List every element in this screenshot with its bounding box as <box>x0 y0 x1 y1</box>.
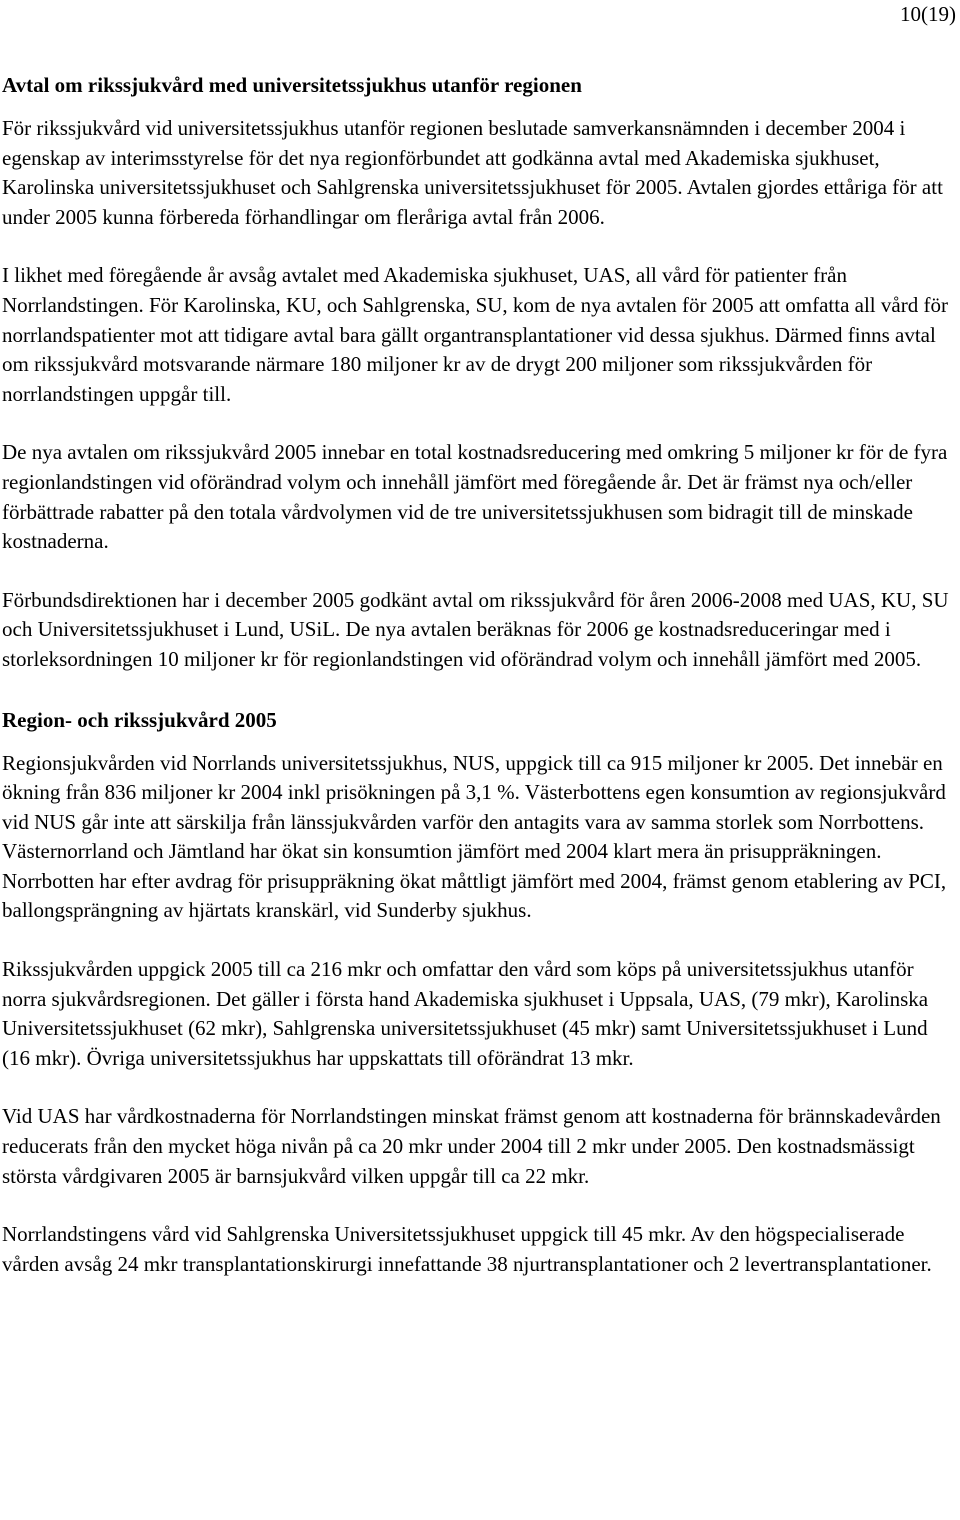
paragraph: Rikssjukvården uppgick 2005 till ca 216 mkr och omfattar den vård som köps på universitetssjukhus utanför norra sjukvårdsregionen. Det gäller i första hand Akademiska sjukhuset i Uppsala, UAS, (79 mkr), Karolinska Universitetssjukhuset (62 mkr), Sahlgrenska universitetssjukhuset (45 mkr) samt Universitetssjukhuset i Lund (16 mkr). Övriga universitetssjukhus har uppskattats till oförändrat 13 mkr. <box>2 957 929 1070</box>
paragraph: För rikssjukvård vid universitetssjukhus utanför regionen beslutade samverkansnämnden i december 2004 i egenskap av interimsstyrelse för det nya regionförbundet att godkänna avtal med Akademiska sjukhuset, Karolinska universitetssjukhuset och Sahlgrenska universitetssjukhuset för 2005. Avtalen gjordes ettåriga för att under 2005 kunna förbereda förhandlingar om fleråriga avtal från 2006. <box>2 116 943 229</box>
paragraph: Förbundsdirektionen har i december 2005 godkänt avtal om rikssjukvård för åren 2006-2008 med UAS, KU, SU och Universitetssjukhuset i Lund, USiL. De nya avtalen beräknas för 2006 ge kostnadsreduceringar med i storleksordningen 10 miljoner kr för regionlandstingen vid oförändrad volym och innehåll jämfört med 2005. <box>2 587 949 671</box>
document-body <box>2 70 956 1279</box>
section-heading-region-rikssjukvard: Region- och rikssjukvård 2005 <box>2 707 277 732</box>
paragraph: Vid UAS har vårdkostnaderna för Norrlandstingen minskat främst genom att kostnaderna för brännskadevården reducerats från den mycket höga nivån på ca 20 mkr under 2004 till 2 mkr under 2005. Den kostnadsmässigt största vårdgivaren 2005 är barnsjukvård vilken uppgår till ca 22 mkr. <box>2 1104 941 1188</box>
paragraph: De nya avtalen om rikssjukvård 2005 innebar en total kostnadsreducering med omkring 5 miljoner kr för de fyra regionlandstingen vid oförändrad volym och innehåll jämfört med föregående år. Det är främst nya och/eller förbättrade rabatter på den totala vårdvolymen vid de tre universitetssjukhusen som bidragit till de minskade kostnaderna. <box>2 440 948 554</box>
paragraph: Norrlandstingens vård vid Sahlgrenska Universitetssjukhuset uppgick till 45 mkr. Av den högspecialiserade vården avsåg 24 mkr transplantationskirurgi innefattande 38 njurtransplantationer och 2 levertransplantationer. <box>2 1222 932 1276</box>
page-number: 10(19) <box>900 2 956 26</box>
paragraph: Regionsjukvården vid Norrlands universitetssjukhus, NUS, uppgick till ca 915 miljoner kr 2005. Det innebär en ökning från 836 miljoner kr 2004 inkl prisökningen på 3,1 %. Västerbottens egen konsumtion av regionsjukvård vid NUS går inte att särskilja från länssjukvården varför den antagits vara av samma storlek som Norrbottens. Västernorrland och Jämtland har ökat sin konsumtion jämfört med 2004 klart mera än prisuppräkningen. Norrbotten har efter avdrag för prisuppräkning ökat måttligt jämfört med 2004, främst genom etablering av PCI, ballongsprängning av hjärtats kranskärl, vid Sunderby sjukhus. <box>2 750 947 923</box>
section-heading-riksavtal: Avtal om rikssjukvård med universitetssjukhus utanför regionen <box>2 73 582 97</box>
paragraph: I likhet med föregående år avsåg avtalet med Akademiska sjukhuset, UAS, all vård för patienter från Norrlandstingen. För Karolinska, KU, och Sahlgrenska, SU, kom de nya avtalen för 2005 att omfatta all vård för norrlandspatienter mot att tidigare avtal bara gällt organtransplantationer vid dessa sjukhus. Därmed finns avtal om rikssjukvård motsvarande närmare 180 miljoner kr av de drygt 200 miljoner som rikssjukvården för norrlandstingen uppgår till. <box>2 263 948 406</box>
